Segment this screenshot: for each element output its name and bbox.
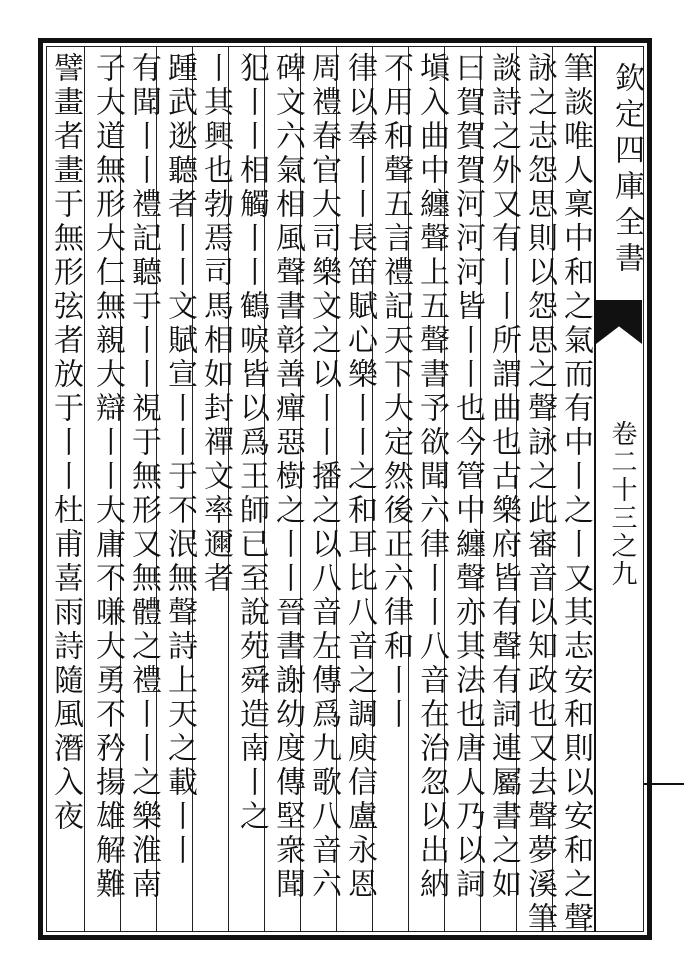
text-column-15: 譬畫者畫于無形弦者放于丨丨杜甫喜雨詩隨風潛入夜 — [48, 52, 83, 834]
text-column-4: 曰賀賀賀河河河皆丨丨也今管中纏聲亦其法也唐人乃以詞 — [450, 52, 485, 902]
text-column-14: 子大道無形大仁無親大辯丨丨大庸不嗛大勇不矜揚雄解難 — [90, 52, 125, 902]
text-column-6: 不用和聲五言禮記天下大定然後正六律和丨丨 — [378, 52, 413, 732]
book-title: 欽定四庫全書 — [609, 62, 644, 278]
text-column-1: 筆談唯人稟中和之氣而有中丨之丨又其志安和則以安和之聲 — [558, 52, 593, 936]
column-rule — [84, 47, 85, 931]
text-column-2: 詠之志怨思則以怨思之聲詠之此審音以知政也又去聲夢溪筆 — [522, 52, 557, 936]
text-column-3: 談詩之外又有丨丨所謂曲也古樂府皆有聲有詞連屬書之如 — [486, 52, 521, 902]
text-column-5: 塡入曲中纏聲上五聲書予欲聞六律丨丨八音在治忽以出納 — [414, 52, 449, 902]
text-column-13: 有聞丨丨禮記聽于丨丨視于無形又無體之禮丨丨之樂淮南 — [126, 52, 161, 902]
margin-notch — [644, 783, 684, 785]
text-column-8: 周禮春官大司樂文之以丨丨播之以八音左傳爲九歌八音六 — [306, 52, 341, 902]
text-column-7: 律以奉丨丨長笛賦心樂丨丨之和耳比八音之調庾信盧永恩 — [342, 52, 377, 902]
text-column-10: 犯丨丨相觸丨丨鶴唳皆以爲王師已至說苑舜造南丨之 — [234, 52, 269, 834]
text-column-11: 丨其興也勃焉司馬相如封禪文率邇者 — [198, 52, 233, 596]
volume-number: 卷二十三之九 — [607, 420, 637, 588]
text-column-9: 碑文六氣相風聲書彰善癉惡樹之丨丨晉書謝幼度傳堅衆聞 — [270, 52, 305, 902]
text-column-12: 踵武逖聽者丨丨文賦宣丨丨于不泯無聲詩上天之載丨丨 — [162, 52, 197, 868]
